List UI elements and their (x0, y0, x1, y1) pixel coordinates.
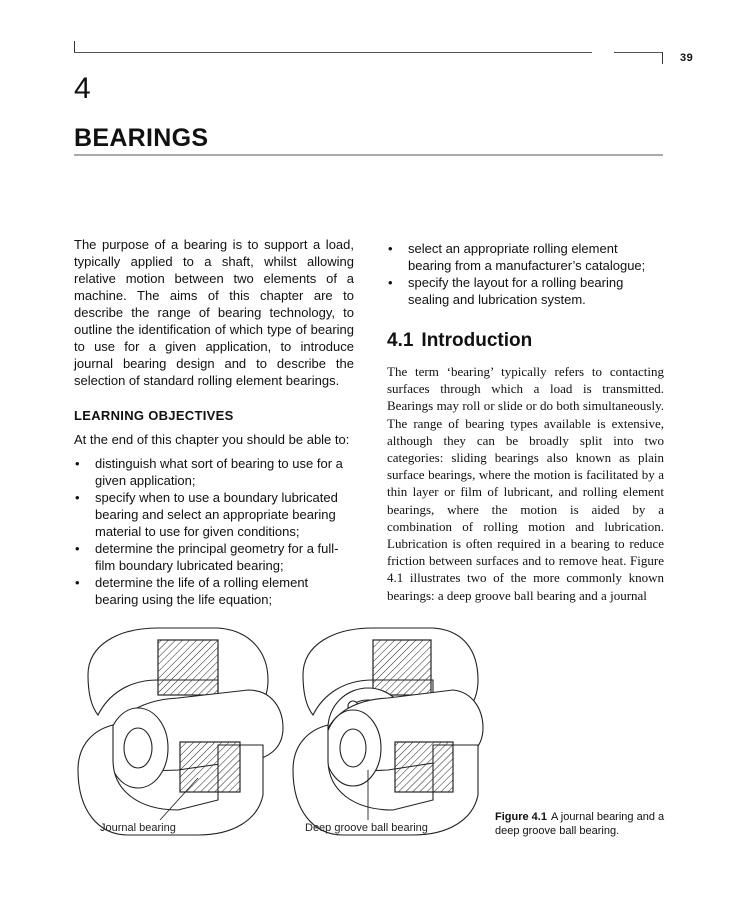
page-number: 39 (680, 52, 694, 64)
bullet-icon: • (75, 490, 80, 505)
list-item: • select an appropriate rolling element bearing from a manufacturer’s catalogue; (388, 241, 646, 273)
learning-objectives-list-continued (387, 240, 664, 308)
right-column (387, 240, 664, 604)
figure-number: Figure 4.1 (495, 811, 547, 823)
title-rule (74, 154, 663, 156)
section-body: The term ‘bearing’ typically refers to contacting surfaces through which a load is transmitted. Bearings may roll or slide or do both simultaneously. The range of bearing types available is extensive, although they can be broadly split into two categories: sliding bearings also known as plain surface bearings, where the motion is facilitated by a thin layer or film of lubricant, and rolling element bearings, where the motion is aided by a combination of rolling motion and lubrication. Lubrication is often required in a bearing to reduce friction between surfaces and to remove heat. Figure 4.1 illustrates two of the more commonly known bearings: a deep groove ball bearing and a journal (387, 364, 664, 603)
list-item: • specify when to use a boundary lubricated bearing and select an appropriate bearing material to use for given conditions; (75, 490, 338, 539)
ball-bearing-drawing (293, 628, 483, 835)
bullet-icon: • (75, 456, 80, 471)
bullet-icon: • (388, 275, 393, 290)
list-item: • determine the principal geometry for a full-film boundary lubricated bearing; (75, 541, 339, 573)
figure-caption-text: A journal bearing and a deep groove ball bearing. (495, 811, 665, 837)
bearings-illustration (68, 620, 488, 845)
header-rule-right (614, 52, 663, 53)
bullet-icon: • (75, 541, 80, 556)
learning-objectives-heading: LEARNING OBJECTIVES (74, 408, 234, 423)
bullet-icon: • (388, 241, 393, 256)
section-heading (387, 332, 664, 349)
chapter-title: BEARINGS (74, 124, 209, 152)
header-rule-left (74, 52, 592, 53)
learning-objectives-list (74, 455, 354, 608)
list-item: • specify the layout for a rolling bearing sealing and lubrication system. (388, 275, 624, 307)
left-column (74, 236, 354, 608)
intro-paragraph: The purpose of a bearing is to support a load, typically applied to a shaft, whilst allowing relative motion between two elements of a machine. The aims of this chapter are to describe the range of bearing technology, to outline the identification of which type of bearing to use for a given application, to introduce journal bearing design and to describe the selection of standard rolling element bearings. (74, 237, 354, 388)
section-number: 4.1 (387, 330, 414, 351)
journal-bearing-drawing (78, 628, 283, 835)
section-title: Introduction (421, 330, 533, 351)
figure-caption (495, 810, 685, 838)
learning-objectives-intro: At the end of this chapter you should be able to: (74, 432, 350, 447)
chapter-number: 4 (74, 72, 91, 105)
list-item: • determine the life of a rolling element bearing using the life equation; (75, 575, 309, 607)
list-item: • distinguish what sort of bearing to use for a given application; (75, 456, 343, 488)
journal-bearing-label: Journal bearing (100, 822, 176, 834)
header-rule-tick-right (662, 52, 663, 64)
bullet-icon: • (75, 575, 80, 590)
ball-bearing-label: Deep groove ball bearing (305, 822, 428, 834)
